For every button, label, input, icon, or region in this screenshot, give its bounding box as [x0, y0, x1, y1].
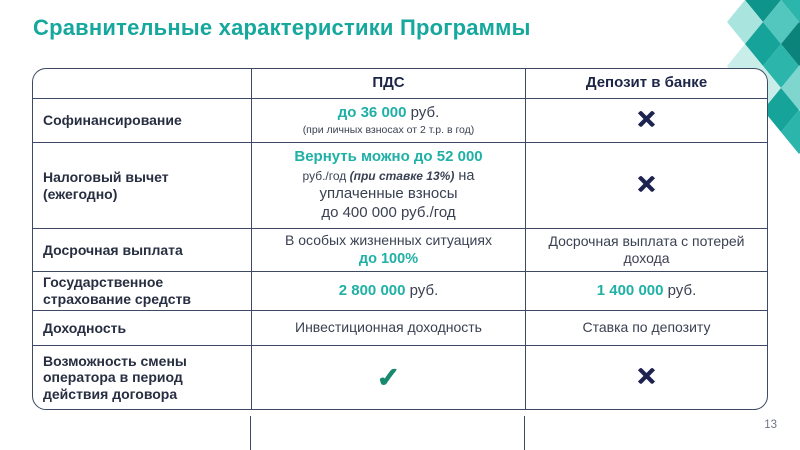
cross-icon: ✕	[636, 171, 657, 199]
row-label: Государственное страхование средств	[43, 274, 191, 307]
deposit-cell: Досрочная выплата с потерей дохода	[525, 229, 767, 271]
column-divider-extension	[250, 416, 251, 450]
deposit-cell	[525, 143, 767, 228]
pds-cell	[251, 272, 525, 310]
value-line: 2 800 000 руб.	[338, 281, 439, 299]
header-deposit: Депозит в банке	[525, 69, 767, 98]
table-row-operator-change	[33, 345, 767, 409]
header-feature-cell	[33, 69, 251, 98]
pds-cell: Инвестиционная доходность	[251, 311, 525, 345]
table-row-cofinancing	[33, 98, 767, 142]
column-divider-extension	[524, 416, 525, 450]
pds-cell	[251, 99, 525, 142]
deposit-cell	[525, 99, 767, 142]
table-row-tax-deduction	[33, 142, 767, 228]
row-label: Налоговый вычет (ежегодно)	[43, 168, 169, 202]
comparison-table	[32, 68, 768, 410]
value-line: 1 400 000 руб.	[596, 281, 697, 299]
row-label: Доходность	[43, 319, 127, 336]
row-label: Возможность смены оператора в период действия договора	[43, 352, 187, 402]
cross-icon: ✕	[636, 363, 657, 391]
row-label: Софинансирование	[43, 112, 182, 129]
pds-cell: В особых жизненных ситуациях до 100%	[251, 229, 525, 271]
row-label: Досрочная выплата	[43, 241, 183, 258]
deposit-cell	[525, 272, 767, 310]
deposit-cell	[525, 346, 767, 409]
deposit-cell: Ставка по депозиту	[525, 311, 767, 345]
page-number: 13	[764, 419, 777, 431]
value-note: (при личных взносах от 2 т.р. в год)	[302, 124, 475, 137]
page-title: Сравнительные характеристики Программы	[33, 15, 531, 40]
table-header-row	[33, 69, 767, 98]
pds-cell: Вернуть можно до 52 000 руб./год (при ставке 13%) на уплаченные взносы до 400 000 руб./год	[251, 143, 525, 228]
table-row-early-withdrawal	[33, 228, 767, 271]
value-line: руб./год (при ставке 13%) на	[302, 168, 475, 185]
check-icon: ✓	[376, 361, 401, 393]
table-row-state-insurance	[33, 271, 767, 310]
header-pds: ПДС	[251, 69, 525, 98]
cross-icon: ✕	[636, 106, 657, 134]
pds-cell	[251, 346, 525, 409]
value-line: до 36 000 руб.	[337, 103, 440, 121]
table-row-profitability	[33, 310, 767, 345]
